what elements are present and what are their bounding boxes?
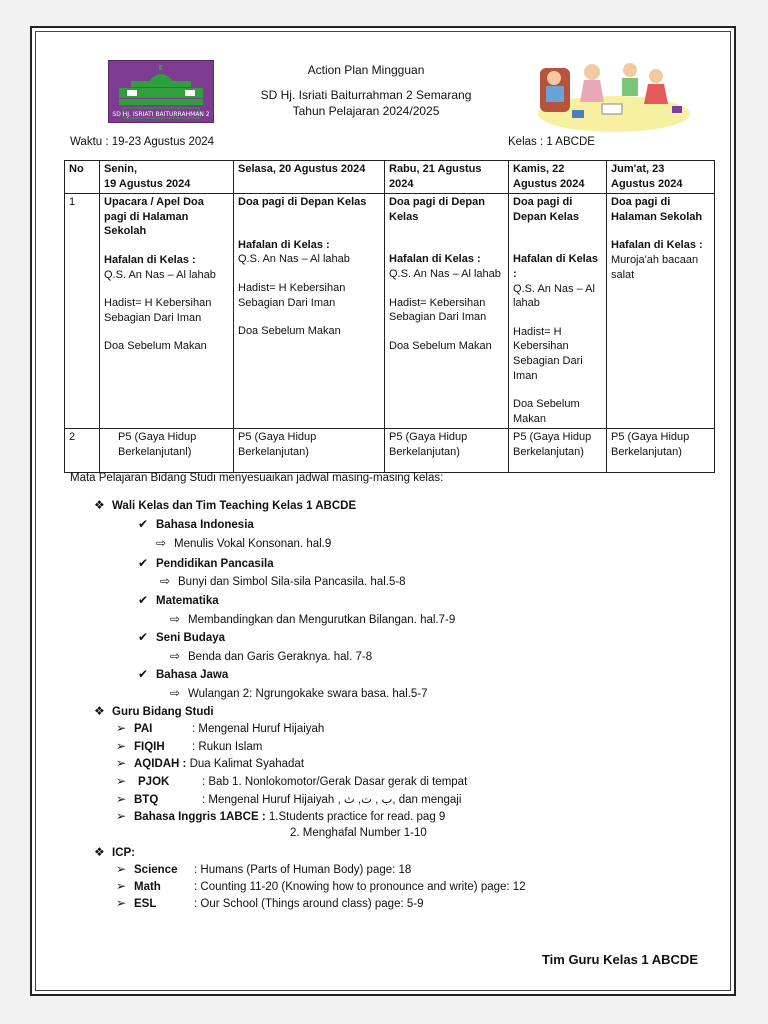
col-header-rabu: Rabu, 21 Agustus 2024 <box>385 161 509 194</box>
children-reading-icon <box>532 58 690 134</box>
guru-section-title <box>94 704 214 718</box>
icp-item-label: Math <box>134 881 161 893</box>
guru-item-label: Bahasa Inggris 1ABCE : <box>134 811 266 823</box>
icp-item-label: ESL <box>134 898 157 910</box>
guru-item-value: : Bab 1. Nonlokomotor/Gerak Dasar gerak di tempat <box>202 776 468 788</box>
hafalan-label: Hafalan di Kelas : <box>238 238 330 251</box>
arrowhead-bullet-icon: ➢ <box>116 774 127 788</box>
subject-item <box>138 630 225 644</box>
page-title: Action Plan Mingguan <box>307 63 425 77</box>
col-header-jumat: Jum'at, 23 Agustus 2024 <box>607 161 715 194</box>
guru-item-extra: 2. Menghafal Number 1-10 <box>290 827 427 839</box>
arrowhead-bullet-icon: ➢ <box>116 792 127 806</box>
subject-item <box>138 556 274 570</box>
kids-illustration <box>532 58 690 134</box>
arrowhead-bullet-icon: ➢ <box>116 756 127 770</box>
mosque-logo-icon <box>109 61 213 122</box>
cell-jumat <box>607 194 715 429</box>
diamond-bullet-icon: ❖ <box>94 704 105 718</box>
wali-title-text: Wali Kelas dan Tim Teaching Kelas 1 ABCDE <box>112 500 357 512</box>
arrow-outline-icon: ⇨ <box>170 612 181 626</box>
guru-item-label: BTQ <box>134 794 159 806</box>
surah-text: Q.S. An Nas – Al lahab <box>513 282 595 310</box>
cell-rabu <box>385 194 509 429</box>
icp-item <box>116 879 526 893</box>
signature: Tim Guru Kelas 1 ABCDE <box>541 952 698 967</box>
diamond-bullet-icon: ❖ <box>94 498 105 512</box>
guru-item-label: AQIDAH : <box>134 758 187 770</box>
doa-text: Doa Sebelum Makan <box>238 325 341 338</box>
icp-title-text: ICP: <box>112 847 135 859</box>
hafalan-label: Hafalan di Kelas : <box>513 253 598 280</box>
weekly-plan-table <box>64 160 715 473</box>
guru-item-value: : Mengenal Huruf Hijaiyah <box>192 723 325 735</box>
diamond-bullet-icon: ❖ <box>94 845 105 859</box>
surah-text: Q.S. An Nas – Al lahab <box>238 253 350 266</box>
arrowhead-bullet-icon: ➢ <box>116 721 127 735</box>
activity-title: Doa pagi di Depan Kelas <box>238 196 367 209</box>
cell-senin <box>100 194 234 429</box>
topic-text: Membandingkan dan Mengurutkan Bilangan. hal.7-9 <box>188 614 456 626</box>
waktu-label: Waktu : 19-23 Agustus 2024 <box>70 136 215 148</box>
col-header-senin <box>100 161 234 194</box>
activity-title: Doa pagi di Depan Kelas <box>389 196 485 223</box>
hadist-text: Hadist= Kebersihan Sebagian Dari Iman <box>389 296 487 324</box>
cell-senin: P5 (Gaya Hidup Berkelanjutanl) <box>100 429 234 473</box>
subject-topic <box>170 649 372 663</box>
guru-title-text: Guru Bidang Studi <box>112 706 214 718</box>
table-row <box>65 429 715 473</box>
arrowhead-bullet-icon: ➢ <box>116 896 127 910</box>
topic-text: Menulis Vokal Konsonan. hal.9 <box>174 538 332 550</box>
guru-item-label: FIQIH <box>134 741 165 753</box>
guru-item <box>116 721 324 735</box>
school-year: Tahun Pelajaran 2024/2025 <box>292 104 440 118</box>
col-header-selasa: Selasa, 20 Agustus 2024 <box>234 161 385 194</box>
kelas-label: Kelas : 1 ABCDE <box>508 136 595 148</box>
guru-item-label: PJOK <box>138 776 170 788</box>
subject-topic <box>160 574 406 588</box>
icp-item-value: : Counting 11-20 (Knowing how to pronounce and write) page: 12 <box>194 881 526 893</box>
subject-name: Bahasa Jawa <box>156 669 229 681</box>
guru-item <box>116 809 445 823</box>
icp-item <box>116 896 423 910</box>
table-header-row <box>65 161 715 194</box>
guru-item-label: PAI <box>134 723 153 735</box>
cell-kamis <box>509 194 607 429</box>
check-icon: ✔ <box>138 517 149 531</box>
doa-text: Doa Sebelum Makan <box>104 340 207 353</box>
arrow-outline-icon: ⇨ <box>170 686 181 700</box>
activity-title: Doa pagi di Depan Kelas <box>513 196 580 223</box>
arrow-outline-icon: ⇨ <box>170 649 181 663</box>
arrowhead-bullet-icon: ➢ <box>116 879 127 893</box>
doa-text: Doa Sebelum Makan <box>389 339 492 352</box>
surah-text: Q.S. An Nas – Al lahab <box>104 268 216 281</box>
guru-item-value: : Rukun Islam <box>192 741 263 753</box>
guru-item <box>116 792 461 806</box>
activity-title: Upacara / Apel Doa pagi di Halaman Sekolah <box>104 196 204 238</box>
cell-rabu: P5 (Gaya Hidup Berkelanjutan) <box>385 429 509 473</box>
doa-text: Doa Sebelum Makan <box>513 398 580 425</box>
arrowhead-bullet-icon: ➢ <box>116 809 127 823</box>
guru-item <box>116 756 304 770</box>
row-number: 1 <box>65 194 100 429</box>
col-header-kamis: Kamis, 22 Agustus 2024 <box>509 161 607 194</box>
hadist-text: Hadist= H Kebersihan Sebagian Dari Iman <box>104 297 212 324</box>
icp-item-value: : Our School (Things around class) page: 5-9 <box>194 898 424 910</box>
subject-topic <box>156 536 331 550</box>
wali-section-title <box>94 498 356 512</box>
arrow-outline-icon: ⇨ <box>156 536 167 550</box>
table-row <box>65 194 715 429</box>
guru-item <box>116 739 262 753</box>
subject-topic <box>170 686 428 700</box>
subject-name: Pendidikan Pancasila <box>156 558 274 570</box>
icp-item <box>116 862 411 876</box>
hadist-text: Hadist= H Kebersihan Sebagian Dari Iman <box>238 281 346 309</box>
subject-name: Matematika <box>156 595 219 607</box>
hadist-text: Hadist= H Kebersihan Sebagian Dari Iman <box>513 325 583 382</box>
row-number: 2 <box>65 429 100 473</box>
guru-item-value: : Mengenal Huruf Hijaiyah , ب , ت, ث, dan mengaji <box>202 794 462 806</box>
col-header-no: No <box>65 161 100 194</box>
school-logo <box>108 60 214 123</box>
guru-item-value: Dua Kalimat Syahadat <box>189 758 305 770</box>
hafalan-label: Hafalan di Kelas : <box>389 253 481 266</box>
subject-item <box>138 517 254 531</box>
icp-section-title <box>94 845 135 859</box>
arrowhead-bullet-icon: ➢ <box>116 739 127 753</box>
subject-topic <box>170 612 455 626</box>
murojaah-text: Muroja'ah bacaan salat <box>611 253 699 281</box>
arrowhead-bullet-icon: ➢ <box>116 862 127 876</box>
icp-item-label: Science <box>134 864 178 876</box>
guru-item <box>116 774 467 788</box>
activity-title: Doa pagi di Halaman Sekolah <box>611 196 703 223</box>
hafalan-label: Hafalan di Kelas : <box>104 253 196 266</box>
check-icon: ✔ <box>138 593 149 607</box>
check-icon: ✔ <box>138 667 149 681</box>
cell-jumat: P5 (Gaya Hidup Berkelanjutan) <box>607 429 715 473</box>
check-icon: ✔ <box>138 630 149 644</box>
arrow-outline-icon: ⇨ <box>160 574 171 588</box>
subject-name: Bahasa Indonesia <box>156 519 254 531</box>
topic-text: Benda dan Garis Geraknya. hal. 7-8 <box>188 651 373 663</box>
check-icon: ✔ <box>138 556 149 570</box>
topic-text: Wulangan 2: Ngrungokake swara basa. hal.5-7 <box>188 688 428 700</box>
logo-text: SD HJ. ISRIATI BAITURRAHMAN 2 <box>112 111 210 118</box>
guru-item-value: 1.Students practice for read. pag 9 <box>268 811 446 823</box>
subject-item <box>138 667 228 681</box>
hafalan-label: Hafalan di Kelas : <box>611 239 703 252</box>
subject-item <box>138 593 219 607</box>
cell-selasa <box>234 194 385 429</box>
icp-item-value: : Humans (Parts of Human Body) page: 18 <box>194 864 412 876</box>
subject-name: Seni Budaya <box>156 632 226 644</box>
topic-text: Bunyi dan Simbol Sila-sila Pancasila. hal.5-8 <box>178 576 406 588</box>
cell-selasa: P5 (Gaya Hidup Berkelanjutan) <box>234 429 385 473</box>
school-name: SD Hj. Isriati Baiturrahman 2 Semarang <box>260 88 472 102</box>
col-header-senin-text: Senin, 19 Agustus 2024 <box>104 163 191 190</box>
surah-text: Q.S. An Nas – Al lahab <box>389 267 501 280</box>
cell-kamis: P5 (Gaya Hidup Berkelanjutan) <box>509 429 607 473</box>
note-text: Mata Pelajaran Bidang Studi menyesuaikan jadwal masing-masing kelas: <box>70 472 444 484</box>
